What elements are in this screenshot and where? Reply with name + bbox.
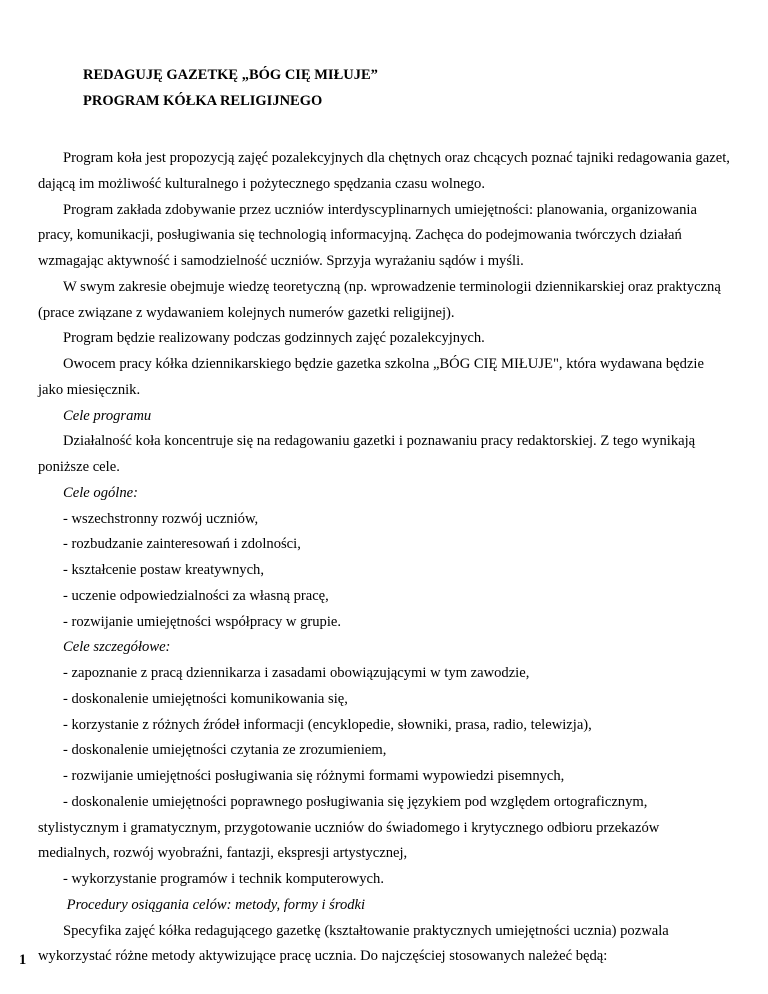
intro-paragraph-4: Program będzie realizowany podczas godzinnych zajęć pozalekcyjnych. [63, 330, 485, 347]
specific-goal-item: - doskonalenie umiejętności komunikowania się, [63, 690, 348, 707]
intro-paragraph-5: Owocem pracy kółka dziennikarskiego będzie gazetka szkolna „BÓG CIĘ MIŁUJE", która wydawana będzie jako miesięcznik. [38, 356, 704, 398]
specific-goal-item: - doskonalenie umiejętności czytania ze zrozumieniem, [63, 742, 387, 759]
intro-paragraph-1: Program koła jest propozycją zajęć pozalekcyjnych dla chętnych oraz chcących poznać tajniki redagowania gazet, dającą im możliwość kulturalnego i pożytecznego spędzania czasu wolnego. [38, 150, 730, 192]
intro-paragraph-2: Program zakłada zdobywanie przez uczniów interdyscyplinarnych umiejętności: planowania, organizowania pracy, komunikacji, posługiwania się technologią informacyjną. Zachęca do podejmowania twórczych działań wzmagając aktywność i samodzielność uczniów. Sprzyja wyrażaniu sądów i myśli. [38, 201, 697, 269]
intro-paragraph-3: W swym zakresie obejmuje wiedzę teoretyczną (np. wprowadzenie terminologii dziennikarskiej oraz praktyczną (prace związane z wydawaniem kolejnych numerów gazetki religijnej). [38, 278, 721, 321]
general-goals-heading: Cele ogólne: [63, 484, 138, 501]
goals-intro: Działalność koła koncentruje się na redagowaniu gazetki i poznawaniu pracy redaktorskiej. Z tego wynikają poniższe cele. [38, 433, 696, 475]
specific-goal-item-long: - doskonalenie umiejętności poprawnego posługiwania się językiem pod względem ortograficznym, stylistycznym i gramatycznym, przygotowanie uczniów do świadomego i krytycznego odbioru przekazów medialnych, rozwój wyobraźni, fantazji, ekspresji artystycznej, [38, 793, 660, 862]
general-goal-item: - uczenie odpowiedzialności za własną pracę, [63, 587, 329, 604]
specific-goal-item: - wykorzystanie programów i technik komputerowych. [63, 871, 384, 887]
document-body [38, 146, 730, 970]
specific-goal-item: - zapoznanie z pracą dziennikarza i zasadami obowiązującymi w tym zawodzie, [63, 665, 530, 681]
document-title: REDAGUJĘ GAZETKĘ „BÓG CIĘ MIŁUJE” [83, 67, 378, 83]
page-number: 1 [19, 952, 27, 968]
procedures-heading: Procedury osiągania celów: metody, formy i środki [63, 896, 366, 913]
general-goal-item: - wszechstronny rozwój uczniów, [63, 510, 259, 527]
general-goal-item: - rozwijanie umiejętności współpracy w grupie. [63, 613, 342, 630]
procedures-paragraph: Specyfika zajęć kółka redagującego gazetkę (kształtowanie praktycznych umiejętności ucznia) pozwala wykorzystać różne metody aktywizujące pracę ucznia. Do najczęściej stosowanych należeć będą: [38, 922, 669, 965]
specific-goals-heading: Cele szczegółowe: [63, 639, 171, 656]
goals-heading: Cele programu [63, 407, 152, 424]
specific-goal-item: - rozwijanie umiejętności posługiwania się różnymi formami wypowiedzi pisemnych, [63, 768, 565, 784]
general-goal-item: - kształcenie postaw kreatywnych, [63, 562, 264, 578]
specific-goal-item: - korzystanie z różnych źródeł informacji (encyklopedie, słowniki, prasa, radio, telewizja), [63, 716, 592, 733]
general-goal-item: - rozbudzanie zainteresowań i zdolności, [63, 536, 301, 553]
document-subtitle: PROGRAM KÓŁKA RELIGIJNEGO [83, 93, 323, 109]
